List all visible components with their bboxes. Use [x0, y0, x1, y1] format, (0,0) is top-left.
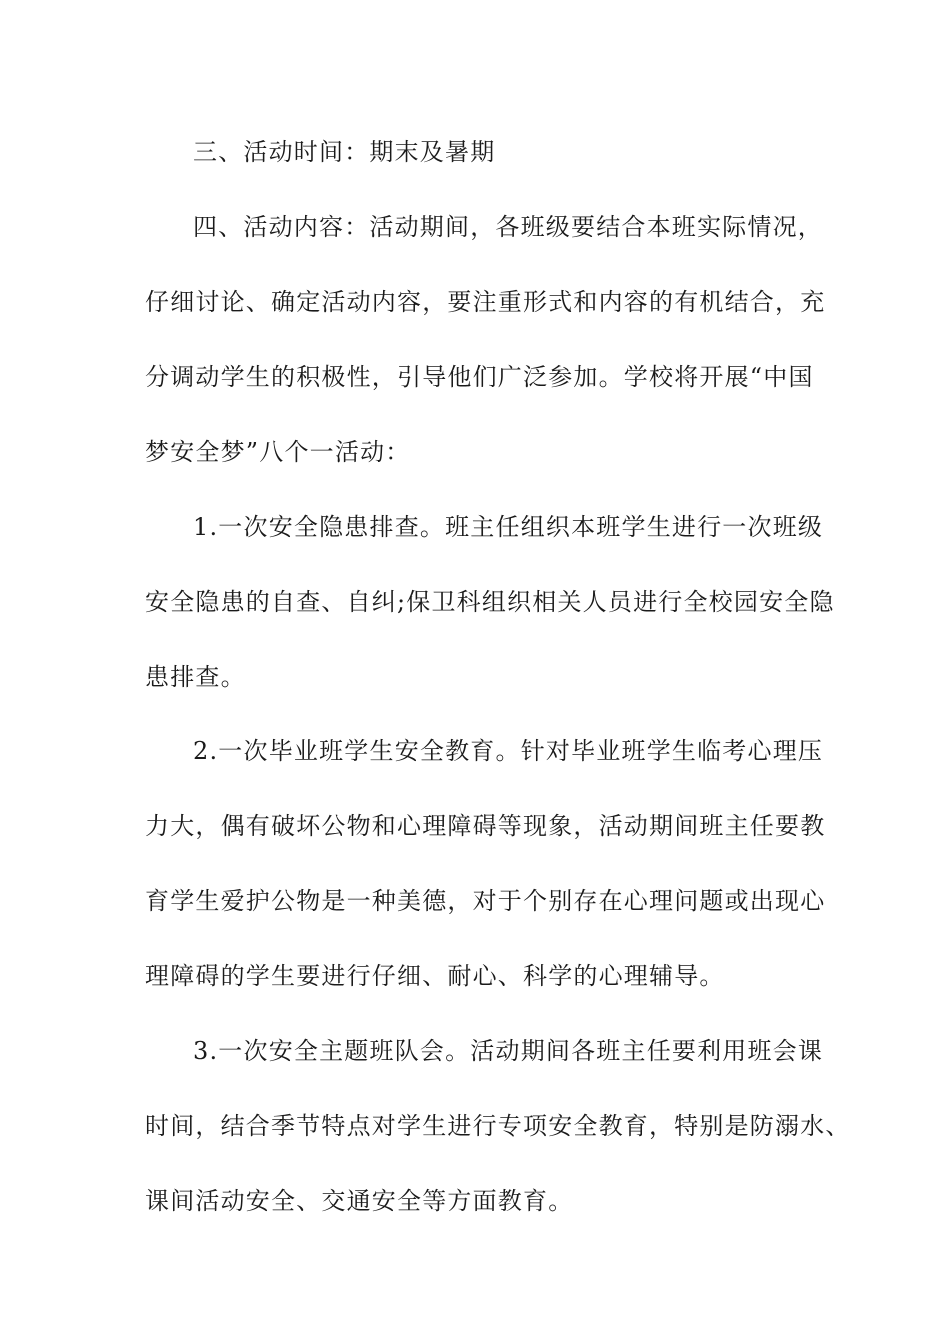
list-item-1-line: 患排查。: [145, 663, 246, 691]
paragraph-line: 梦安全梦”八个一活动：: [145, 438, 411, 466]
list-item-3-line: 3.一次安全主题班队会。活动期间各班主任要利用班会课: [193, 1037, 824, 1065]
section-heading-activity-time: 三、活动时间：期末及暑期: [193, 138, 496, 166]
list-item-2-line: 2.一次毕业班学生安全教育。针对毕业班学生临考心理压: [193, 737, 824, 765]
paragraph-line: 仔细讨论、确定活动内容，要注重形式和内容的有机结合，充: [145, 288, 826, 316]
list-item-3-line: 时间，结合季节特点对学生进行专项安全教育，特别是防溺水、: [145, 1112, 851, 1140]
section-heading-activity-content: 四、活动内容：活动期间，各班级要结合本班实际情况，: [193, 213, 823, 241]
list-item-2-line: 育学生爱护公物是一种美德，对于个别存在心理问题或出现心: [145, 887, 826, 915]
list-item-2-line: 理障碍的学生要进行仔细、耐心、科学的心理辅导。: [145, 962, 725, 990]
list-item-2-line: 力大，偶有破坏公物和心理障碍等现象，活动期间班主任要教: [145, 812, 826, 840]
list-item-1-line: 安全隐患的自查、自纠;保卫科组织相关人员进行全校园安全隐: [145, 588, 835, 616]
paragraph-line: 分调动学生的积极性，引导他们广泛参加。学校将开展“中国: [145, 363, 814, 391]
list-item-1-line: 1.一次安全隐患排查。班主任组织本班学生进行一次班级: [193, 513, 824, 541]
list-item-3-line: 课间活动安全、交通安全等方面教育。: [145, 1187, 574, 1215]
